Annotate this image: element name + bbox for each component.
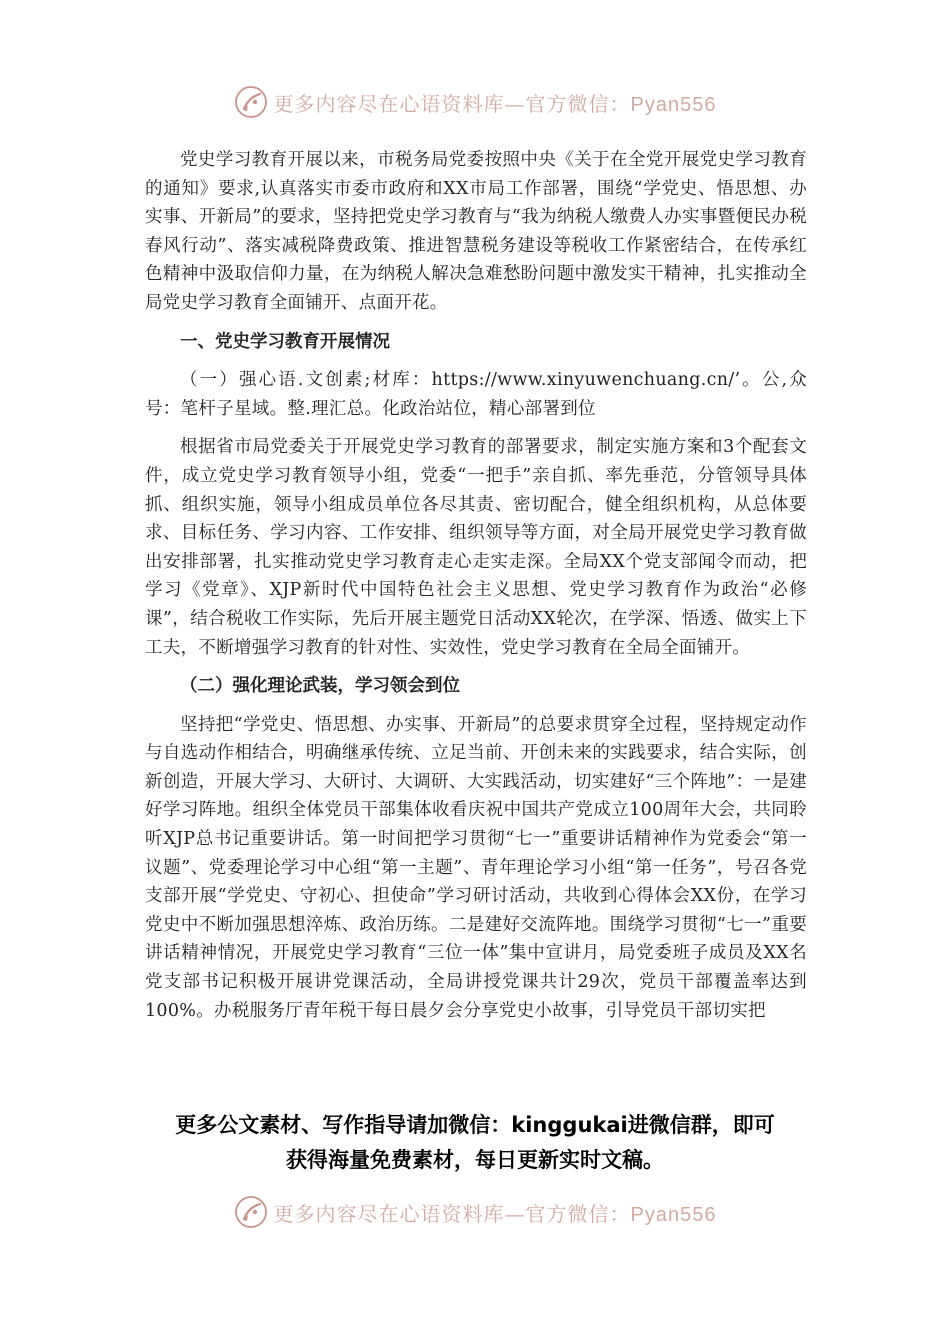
promo-notice-line-2: 获得海量免费素材，每日更新实时文稿。 [286, 1148, 664, 1172]
subsection-2-title: （二）强化理论武装，学习领会到位 [180, 676, 460, 697]
subsection-1-title: （一）强心语.文创素;材库：https://www.xinyuwenchuang.cn/’。公,众号：笔杆子星域。整.理汇总。化政治站位，精心部署到位 [145, 370, 807, 419]
promo-notice-line-1: 更多公文素材、写作指导请加微信：kinggukai进微信群，即可 [175, 1113, 775, 1137]
header-watermark-banner [0, 80, 950, 124]
promo-notice [100, 1108, 850, 1178]
banner-text: 更多内容尽在心语资料库—官方微信：Pyan556 [273, 1201, 717, 1226]
document-body [145, 146, 807, 1035]
banner-text: 更多内容尽在心语资料库—官方微信：Pyan556 [273, 91, 717, 116]
brand-logo-icon [234, 85, 268, 119]
intro-paragraph: 党史学习教育开展以来，市税务局党委按照中央《关于在全党开展党史学习教育的通知》要求,认真落实市委市政府和XX市局工作部署，围绕“学党史、悟思想、办实事、开新局”的要求，坚持把党史学习教育与“我为纳税人缴费人办实事暨便民办税春风行动”、落实减税降费政策、推进智慧税务建设等税收工作紧密结合，在传承红色精神中汲取信仰力量，在为纳税人解决急难愁盼问题中激发实干精神，扎实推动全局党史学习教育全面铺开、点面开花。 [145, 150, 807, 313]
subsection-2-body: 坚持把“学党史、悟思想、办实事、开新局”的总要求贯穿全过程，坚持规定动作与自选动作相结合，明确继承传统、立足当前、开创未来的实践要求，结合实际，创新创造，开展大学习、大研讨、大调研、大实践活动，切实建好“三个阵地”：一是建好学习阵地。组织全体党员干部集体收看庆祝中国共产党成立100周年大会，共同聆听XJP总书记重要讲话。第一时间把学习贯彻“七一”重要讲话精神作为党委会“第一议题”、党委理论学习中心组“第一主题”、青年理论学习小组“第一任务”，号召各党支部开展“学党史、守初心、担使命”学习研讨活动，共收到心得体会XX份，在学习党史中不断加强思想淬炼、政治历练。二是建好交流阵地。围绕学习贯彻“七一”重要讲话精神情况，开展党史学习教育“三位一体”集中宣讲月，局党委班子成员及XX名党支部书记积极开展讲党课活动，全局讲授党课共计29次，党员干部覆盖率达到100%。办税服务厅青年税干每日晨夕会分享党史小故事，引导党员干部切实把 [145, 714, 807, 1021]
banner-wechat-id: Pyan556 [630, 1203, 717, 1226]
subsection-1-body: 根据省市局党委关于开展党史学习教育的部署要求，制定实施方案和3个配套文件，成立党史学习教育领导小组，党委“一把手”亲自抓、率先垂范，分管领导具体抓、组织实施，领导小组成员单位各尽其责、密切配合，健全组织机构，从总体要求、目标任务、学习内容、工作安排、组织领导等方面，对全局开展党史学习教育做出安排部署，扎实推动党史学习教育走心走实走深。全局XX个党支部闻令而动，把学习《党章》、XJP新时代中国特色社会主义思想、党史学习教育作为政治“必修课”，结合税收工作实际，先后开展主题党日活动XX轮次，在学深、悟透、做实上下工夫，不断增强学习教育的针对性、实效性，党史学习教育在全局全面铺开。 [145, 437, 807, 658]
section-1-title: 一、党史学习教育开展情况 [180, 331, 390, 352]
banner-wechat-id: Pyan556 [630, 93, 717, 116]
brand-logo-icon [234, 1195, 268, 1229]
footer-watermark-banner [0, 1190, 950, 1234]
